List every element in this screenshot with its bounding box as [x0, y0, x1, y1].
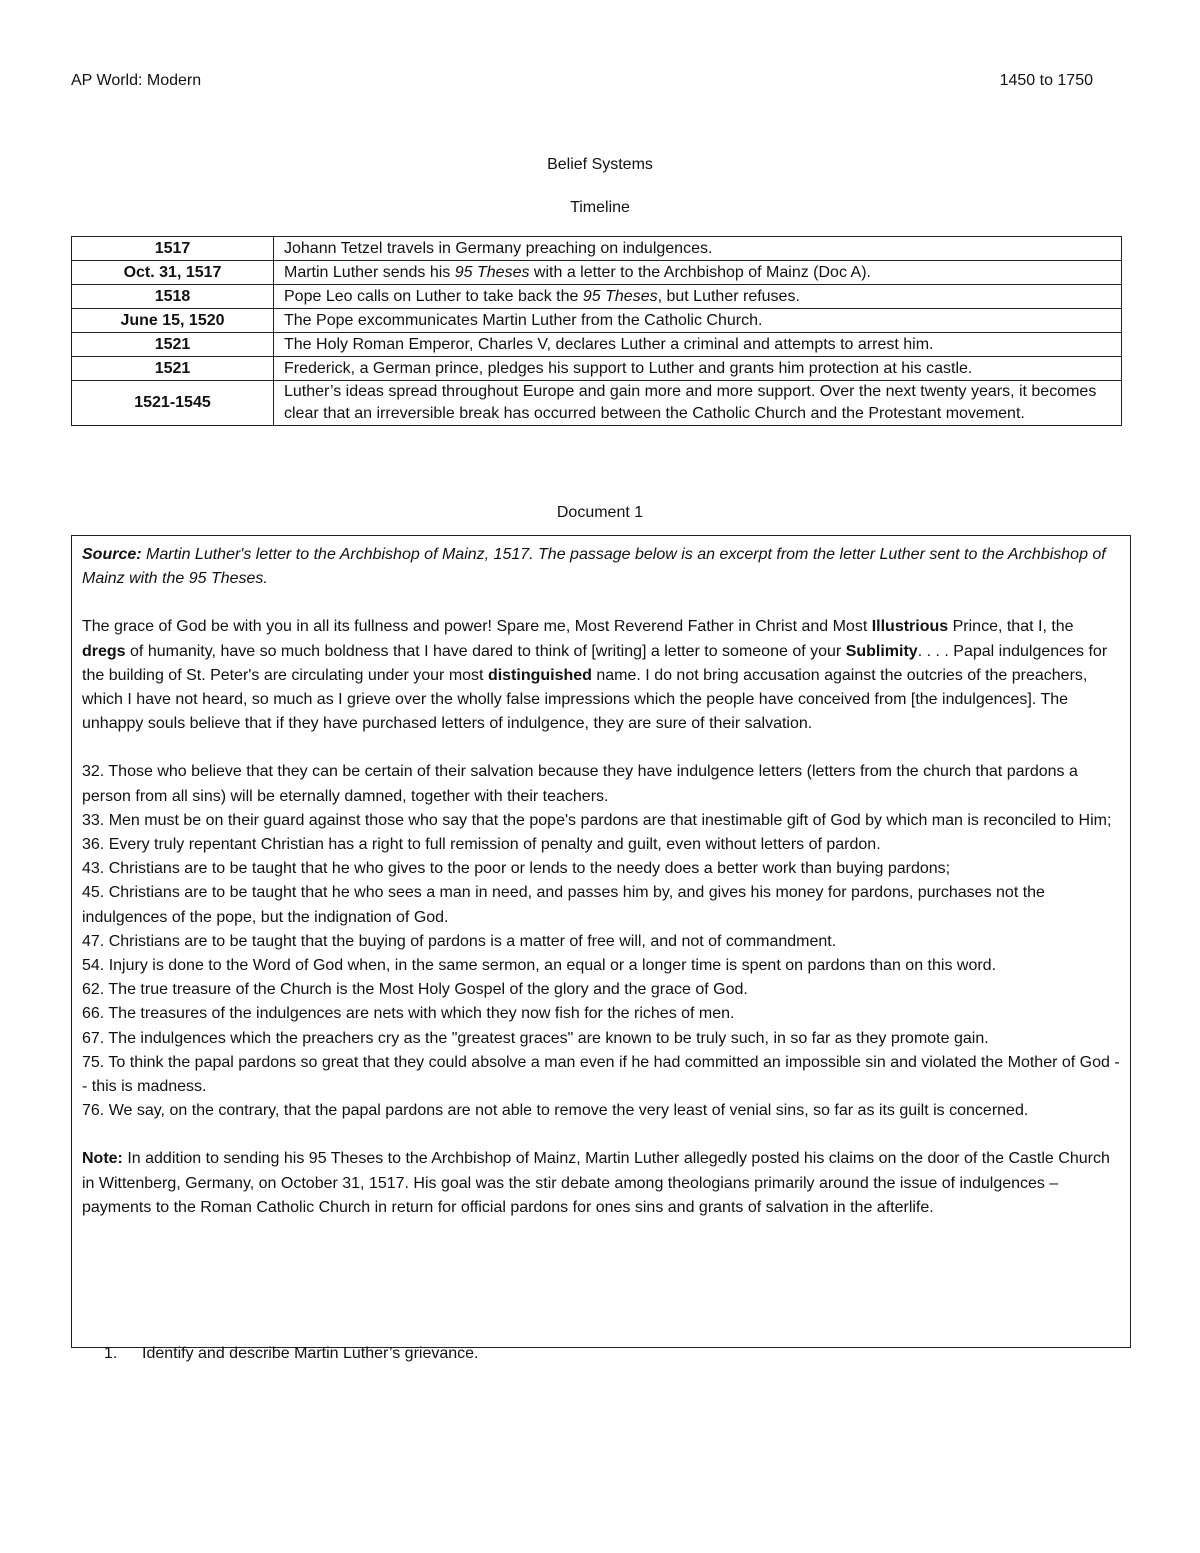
thesis-item: 32. Those who believe that they can be certain of their salvation because they have indulgence letters (letters from the church that pardons a person from all sins) will be eternally damned, together with their teachers. [82, 763, 1078, 805]
note-paragraph [82, 1147, 1120, 1220]
timeline-event-text: with a letter to the Archbishop of Mainz (Doc A). [529, 263, 871, 281]
thesis-item: 33. Men must be on their guard against those who say that the pope's pardons are that inestimable gift of God by which man is reconciled to Him; [82, 811, 1112, 829]
timeline-event [274, 357, 1122, 381]
timeline-date: 1518 [72, 285, 274, 309]
timeline-date: 1521 [72, 357, 274, 381]
thesis-item: 75. To think the papal pardons so great that they could absolve a man even if he had committed an impossible sin and violated the Mother of God -- this is madness. [82, 1053, 1120, 1096]
timeline-row [72, 357, 1122, 381]
thesis-item: 45. Christians are to be taught that he who sees a man in need, and passes him by, and gives his money for pardons, purchases not the indulgences of the pope, but the indignation of God. [82, 884, 1045, 926]
source-paragraph [82, 543, 1120, 591]
timeline-date: 1521 [72, 333, 274, 357]
question-1 [104, 1345, 478, 1363]
timeline-event [274, 309, 1122, 333]
timeline-row [72, 237, 1122, 261]
letter-text: of humanity, have so much boldness that I have dared to think of [writing] a letter to someone of your [125, 642, 846, 660]
letter-text: The grace of God be with you in all its fullness and power! Spare me, Most Reverend Father in Christ and Most [82, 618, 872, 636]
timeline-table [71, 236, 1122, 426]
timeline-event [274, 237, 1122, 261]
letter-text: . . . . Papal indulgences for the building of St. Peter's are circulating under your most [82, 642, 1108, 684]
letter-bold-word: Illustrious [871, 618, 949, 636]
note-text: In addition to sending his 95 Theses to the Archbishop of Mainz, Martin Luther allegedly posted his claims on the door of the Castle Church in Wittenberg, Germany, on October 31, 1517. His goal was the stir debate among theologians primarily around the issue of indulgences – payments to the Roman Catholic Church in return for official pardons for ones sins and grants of salvation in the afterlife. [82, 1150, 1110, 1216]
timeline-event-text: Johann Tetzel travels in Germany preaching on indulgences. [284, 239, 713, 257]
timeline-row [72, 381, 1122, 426]
thesis-item: 54. Injury is done to the Word of God when, in the same sermon, an equal or a longer time is spent on pardons than on this word. [82, 957, 997, 975]
thesis-item: 43. Christians are to be taught that he who gives to the poor or lends to the needy does a better work than buying pardons; [82, 860, 951, 878]
page-header [71, 72, 1093, 90]
source-text: Martin Luther's letter to the Archbishop of Mainz, 1517. The passage below is an excerpt from the letter Luther sent to the Archbishop of Mainz with the 95 Theses. [82, 546, 1106, 588]
thesis-item: 67. The indulgences which the preachers cry as the "greatest graces" are known to be truly such, in so far as they promote gain. [82, 1029, 989, 1047]
timeline-event [274, 381, 1122, 426]
question-number: 1. [104, 1345, 118, 1362]
timeline-heading: Timeline [570, 199, 630, 216]
timeline-date: Oct. 31, 1517 [72, 261, 274, 285]
timeline-event-text: Frederick, a German prince, pledges his support to Luther and grants him protection at his castle. [284, 359, 973, 377]
timeline-row [72, 285, 1122, 309]
timeline-event-text: Pope Leo calls on Luther to take back the [284, 287, 583, 305]
letter-bold-word: Sublimity [845, 642, 918, 660]
timeline-event-italic: 95 Theses [582, 287, 658, 305]
letter-excerpt [82, 615, 1120, 736]
course-name: AP World: Modern [71, 72, 202, 89]
thesis-item: 76. We say, on the contrary, that the papal pardons are not able to remove the very least of venial sins, so far as its guilt is concerned. [82, 1102, 1029, 1120]
thesis-item: 62. The true treasure of the Church is the Most Holy Gospel of the glory and the grace of God. [82, 981, 748, 999]
period-range: 1450 to 1750 [999, 72, 1093, 89]
note-label: Note: [82, 1150, 123, 1168]
timeline-date: 1517 [72, 237, 274, 261]
timeline-event [274, 333, 1122, 357]
thesis-item: 66. The treasures of the indulgences are nets with which they now fish for the riches of men. [82, 1005, 735, 1023]
timeline-date: 1521-1545 [72, 381, 274, 426]
thesis-item: 47. Christians are to be taught that the buying of pardons is a matter of free will, and not of commandment. [82, 932, 837, 950]
theses-list [82, 760, 1120, 1123]
document-box [71, 535, 1131, 1348]
timeline-event-text: Luther’s ideas spread throughout Europe and gain more and more support. Over the next twenty years, it becomes clear that an irreversible break has occurred between the Catholic Church and the Protestant movement. [284, 383, 1097, 422]
timeline-event-text: Martin Luther sends his [284, 263, 455, 281]
timeline-event-text: , but Luther refuses. [657, 287, 800, 305]
timeline-event-italic: 95 Theses [454, 263, 530, 281]
timeline-event-text: The Pope excommunicates Martin Luther from the Catholic Church. [284, 311, 763, 329]
timeline-date: June 15, 1520 [72, 309, 274, 333]
letter-text: Prince, that I, the [948, 618, 1074, 636]
timeline-event [274, 261, 1122, 285]
timeline-row [72, 261, 1122, 285]
letter-bold-word: dregs [82, 642, 126, 660]
question-text: Identify and describe Martin Luther’s grievance. [142, 1345, 479, 1362]
letter-bold-word: distinguished [487, 666, 592, 684]
page-title: Belief Systems [547, 156, 653, 173]
timeline-event-text: The Holy Roman Emperor, Charles V, declares Luther a criminal and attempts to arrest him. [284, 335, 934, 353]
timeline-row [72, 333, 1122, 357]
source-label: Source: [82, 546, 142, 563]
timeline-event [274, 285, 1122, 309]
document-heading: Document 1 [556, 504, 644, 521]
thesis-item: 36. Every truly repentant Christian has a right to full remission of penalty and guilt, even without letters of pardon. [82, 836, 881, 854]
letter-text: name. I do not bring accusation against the outcries of the preachers, which I have not heard, so much as I grieve over the wholly false impressions which the people have conceived from [the indulgences]. The unhappy souls believe that if they have purchased letters of indulgence, they are sure of their salvation. [82, 666, 1088, 733]
timeline-row [72, 309, 1122, 333]
